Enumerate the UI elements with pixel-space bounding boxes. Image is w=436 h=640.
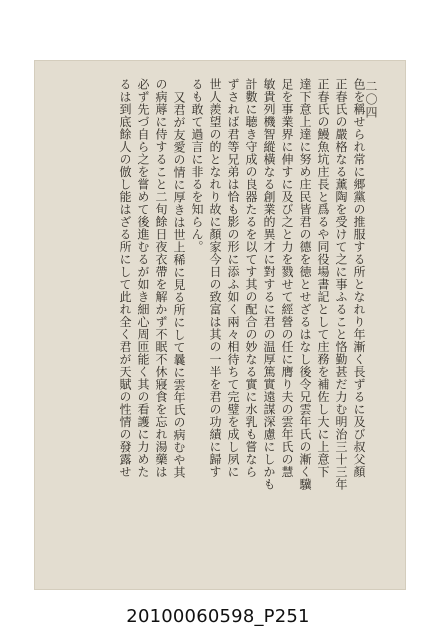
text-column: 色を稱せられ常に郷黨の推服する所となれり年漸く長ずるに及び叔父顏 bbox=[352, 78, 366, 478]
text-column: 敏貴列機智縱橫なる創業的異才に對するに君の温厚篤實遠謀深慮にしかも bbox=[262, 78, 276, 491]
text-column: 必ず先づ自ら之を嘗めて後進むるが如き細心周匝能く其の看護に力めた bbox=[136, 78, 150, 478]
text-column: ずされば君等兄弟は恰も影の形に添ふ如く兩々相待ちて完璧を成し夙に bbox=[226, 78, 240, 478]
vertical-text-block bbox=[68, 78, 368, 564]
page-number: 二〇四 bbox=[364, 80, 378, 119]
image-id-caption: 20100060598_P251 bbox=[126, 606, 310, 627]
text-column: 計數に聴き守成の良器たるを以てす其の配合の妙なる實に水乳も嘗なら bbox=[244, 78, 258, 478]
text-column: 達下意上達に努め庄民皆君の德を徳とせざるはなし後令兄雲年氏の漸く驥 bbox=[298, 78, 312, 491]
text-column: 正春氏の鰻魚坑庄長と爲るや同役場書記として庄務を補佐し大に上意下 bbox=[316, 78, 330, 478]
book-page bbox=[34, 60, 406, 590]
text-column: 世人羨望の的となれり故に顏家今日の致富は其の一半を君の功績に歸す bbox=[208, 78, 222, 478]
text-column: 又君が友愛の情に厚きは世上稀に見る所にして曩に雲年氏の病むや其 bbox=[172, 91, 186, 479]
text-column: の病蓐に侍すること二旬餘日夜衣帶を解かず不眠不休寢食を忘れ湯藥は bbox=[154, 78, 168, 478]
text-column: 足を事業界に伸すに及び之と力を戮せて經營の任に膺り夫の雲年氏の慧 bbox=[280, 78, 294, 478]
text-column: るも敢て過言に非るを知らん。 bbox=[190, 78, 204, 253]
text-column: るは到底餘人の倣し能はざる所にして此れ全く君が天賦の性情の發露せ bbox=[118, 78, 132, 478]
text-column: 正春氏の嚴格なる薰陶を受けて之に事ふること恪勤甚だ力む明治三十三年 bbox=[334, 78, 348, 491]
